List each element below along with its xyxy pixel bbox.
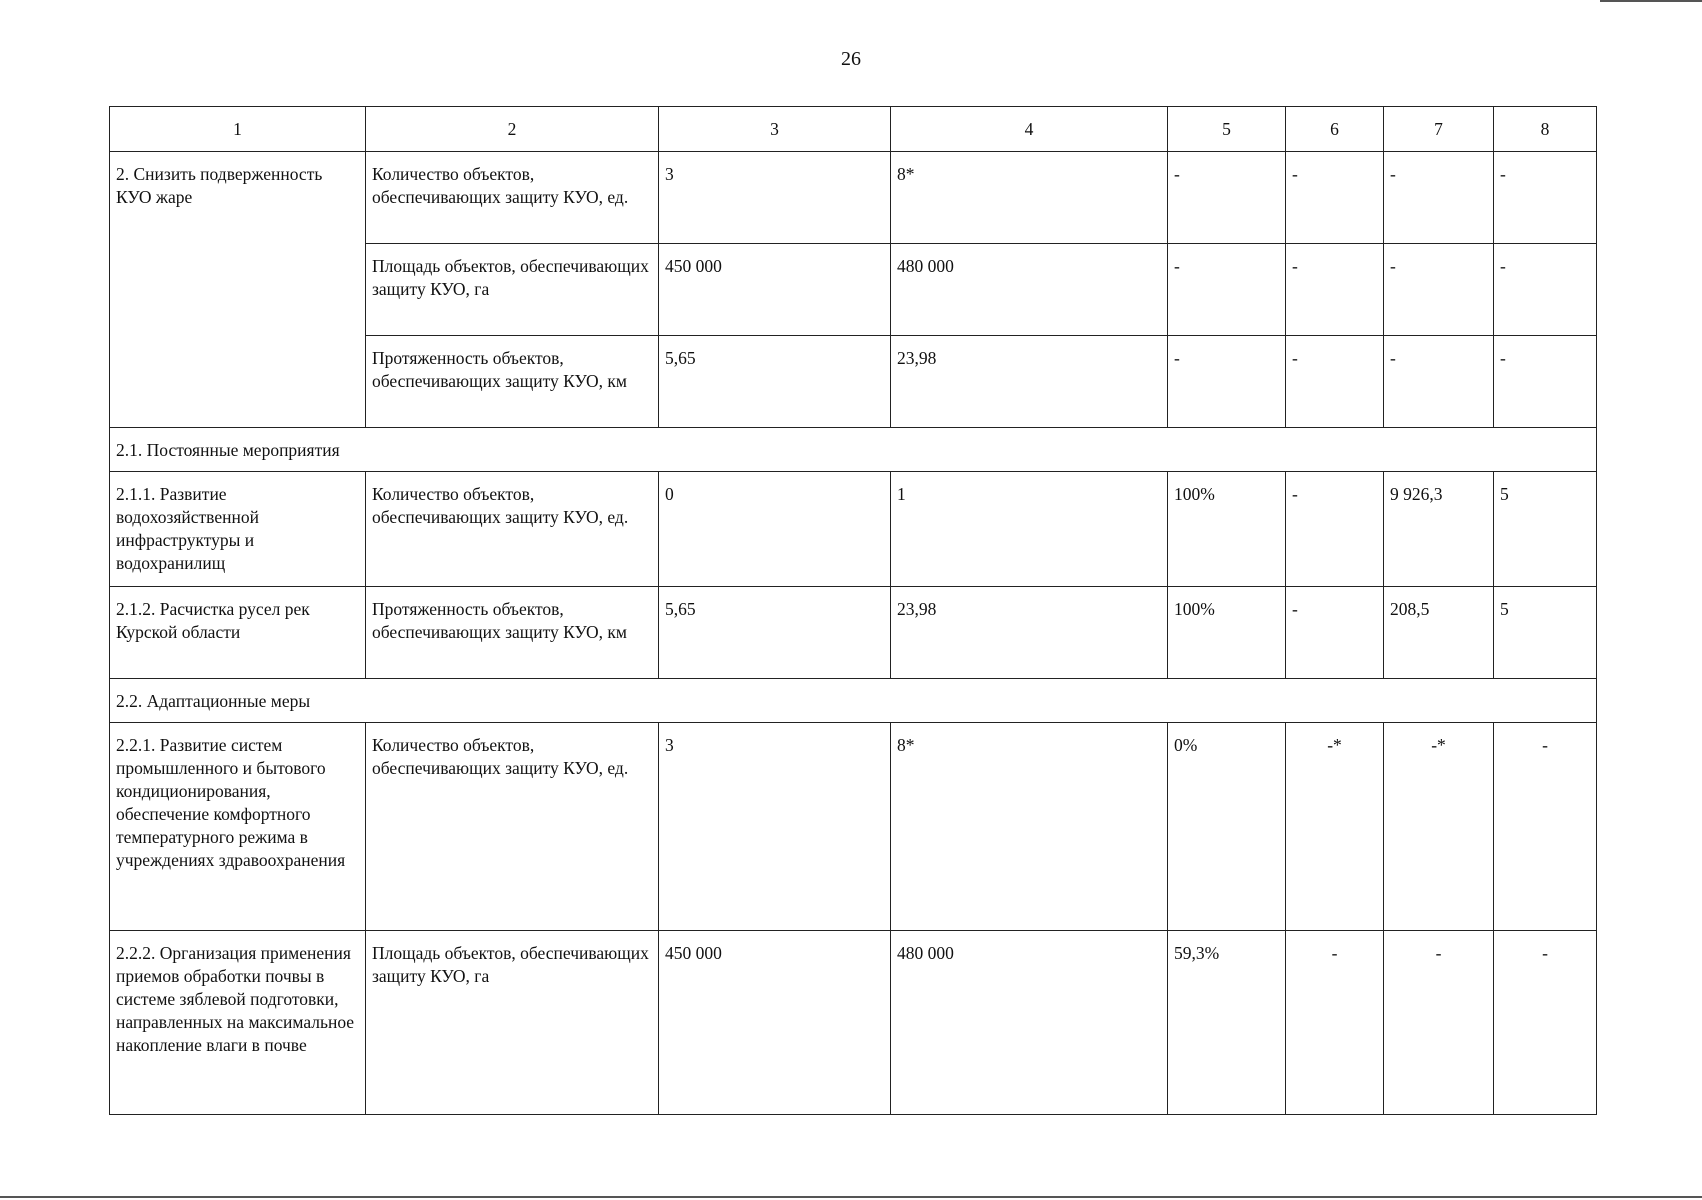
value-cell: 450 000 bbox=[659, 244, 891, 336]
indicator-cell: Площадь объектов, обеспечивающих защиту КУО, га bbox=[366, 931, 659, 1115]
section-title: 2.2. Адаптационные меры bbox=[110, 679, 1597, 723]
value-cell: - bbox=[1168, 244, 1286, 336]
measure-cell: 2.2.1. Развитие систем промышленного и бытового кондиционирования, обеспечение комфортного температурного режима в учреждениях здравоохранения bbox=[110, 723, 366, 931]
value-cell: - bbox=[1286, 931, 1384, 1115]
scan-edge-top bbox=[1600, 0, 1702, 2]
column-header: 6 bbox=[1286, 107, 1384, 152]
indicator-cell: Площадь объектов, обеспечивающих защиту КУО, га bbox=[366, 244, 659, 336]
value-cell: 100% bbox=[1168, 472, 1286, 587]
value-cell: 0% bbox=[1168, 723, 1286, 931]
table-row bbox=[110, 587, 1597, 679]
column-header: 5 bbox=[1168, 107, 1286, 152]
value-cell: - bbox=[1494, 244, 1597, 336]
value-cell: - bbox=[1384, 244, 1494, 336]
goal-cell: 2. Снизить подверженность КУО жаре bbox=[110, 152, 366, 428]
value-cell: 480 000 bbox=[891, 244, 1168, 336]
value-cell: - bbox=[1286, 244, 1384, 336]
value-cell: 3 bbox=[659, 152, 891, 244]
value-cell: 5,65 bbox=[659, 587, 891, 679]
value-cell: - bbox=[1286, 152, 1384, 244]
value-cell: - bbox=[1384, 152, 1494, 244]
value-cell: 450 000 bbox=[659, 931, 891, 1115]
measure-cell: 2.1.1. Развитие водохозяйственной инфраструктуры и водохранилищ bbox=[110, 472, 366, 587]
value-cell: - bbox=[1384, 931, 1494, 1115]
measures-table bbox=[109, 106, 1597, 1115]
section-row bbox=[110, 679, 1597, 723]
value-cell: 1 bbox=[891, 472, 1168, 587]
value-cell: 480 000 bbox=[891, 931, 1168, 1115]
value-cell: - bbox=[1494, 336, 1597, 428]
value-cell: 8* bbox=[891, 152, 1168, 244]
value-cell: 23,98 bbox=[891, 587, 1168, 679]
indicator-cell: Количество объектов, обеспечивающих защиту КУО, ед. bbox=[366, 152, 659, 244]
column-header: 1 bbox=[110, 107, 366, 152]
value-cell: 3 bbox=[659, 723, 891, 931]
value-cell: 100% bbox=[1168, 587, 1286, 679]
table-row bbox=[110, 723, 1597, 931]
table-header-row bbox=[110, 107, 1597, 152]
indicator-cell: Количество объектов, обеспечивающих защиту КУО, ед. bbox=[366, 723, 659, 931]
column-header: 3 bbox=[659, 107, 891, 152]
table-row bbox=[110, 152, 1597, 244]
value-cell: 23,98 bbox=[891, 336, 1168, 428]
value-cell: 0 bbox=[659, 472, 891, 587]
table-row bbox=[110, 472, 1597, 587]
table-row bbox=[110, 931, 1597, 1115]
value-cell: - bbox=[1494, 152, 1597, 244]
measure-cell: 2.1.2. Расчистка русел рек Курской области bbox=[110, 587, 366, 679]
scan-edge-bottom bbox=[0, 1196, 1702, 1198]
column-header: 7 bbox=[1384, 107, 1494, 152]
value-cell: - bbox=[1168, 336, 1286, 428]
column-header: 4 bbox=[891, 107, 1168, 152]
column-header: 2 bbox=[366, 107, 659, 152]
value-cell: -* bbox=[1286, 723, 1384, 931]
value-cell: - bbox=[1494, 931, 1597, 1115]
measure-cell: 2.2.2. Организация применения приемов обработки почвы в системе зяблевой подготовки, направленных на максимальное накопление влаги в почве bbox=[110, 931, 366, 1115]
section-title: 2.1. Постоянные мероприятия bbox=[110, 428, 1597, 472]
value-cell: - bbox=[1494, 723, 1597, 931]
value-cell: 5,65 bbox=[659, 336, 891, 428]
page-number: 26 bbox=[841, 48, 861, 70]
value-cell: -* bbox=[1384, 723, 1494, 931]
indicator-cell: Протяженность объектов, обеспечивающих защиту КУО, км bbox=[366, 336, 659, 428]
value-cell: - bbox=[1286, 472, 1384, 587]
column-header: 8 bbox=[1494, 107, 1597, 152]
value-cell: - bbox=[1286, 336, 1384, 428]
value-cell: 5 bbox=[1494, 472, 1597, 587]
section-row bbox=[110, 428, 1597, 472]
value-cell: - bbox=[1384, 336, 1494, 428]
value-cell: 5 bbox=[1494, 587, 1597, 679]
value-cell: - bbox=[1286, 587, 1384, 679]
value-cell: 208,5 bbox=[1384, 587, 1494, 679]
value-cell: 8* bbox=[891, 723, 1168, 931]
value-cell: 9 926,3 bbox=[1384, 472, 1494, 587]
value-cell: 59,3% bbox=[1168, 931, 1286, 1115]
indicator-cell: Количество объектов, обеспечивающих защиту КУО, ед. bbox=[366, 472, 659, 587]
value-cell: - bbox=[1168, 152, 1286, 244]
indicator-cell: Протяженность объектов, обеспечивающих защиту КУО, км bbox=[366, 587, 659, 679]
